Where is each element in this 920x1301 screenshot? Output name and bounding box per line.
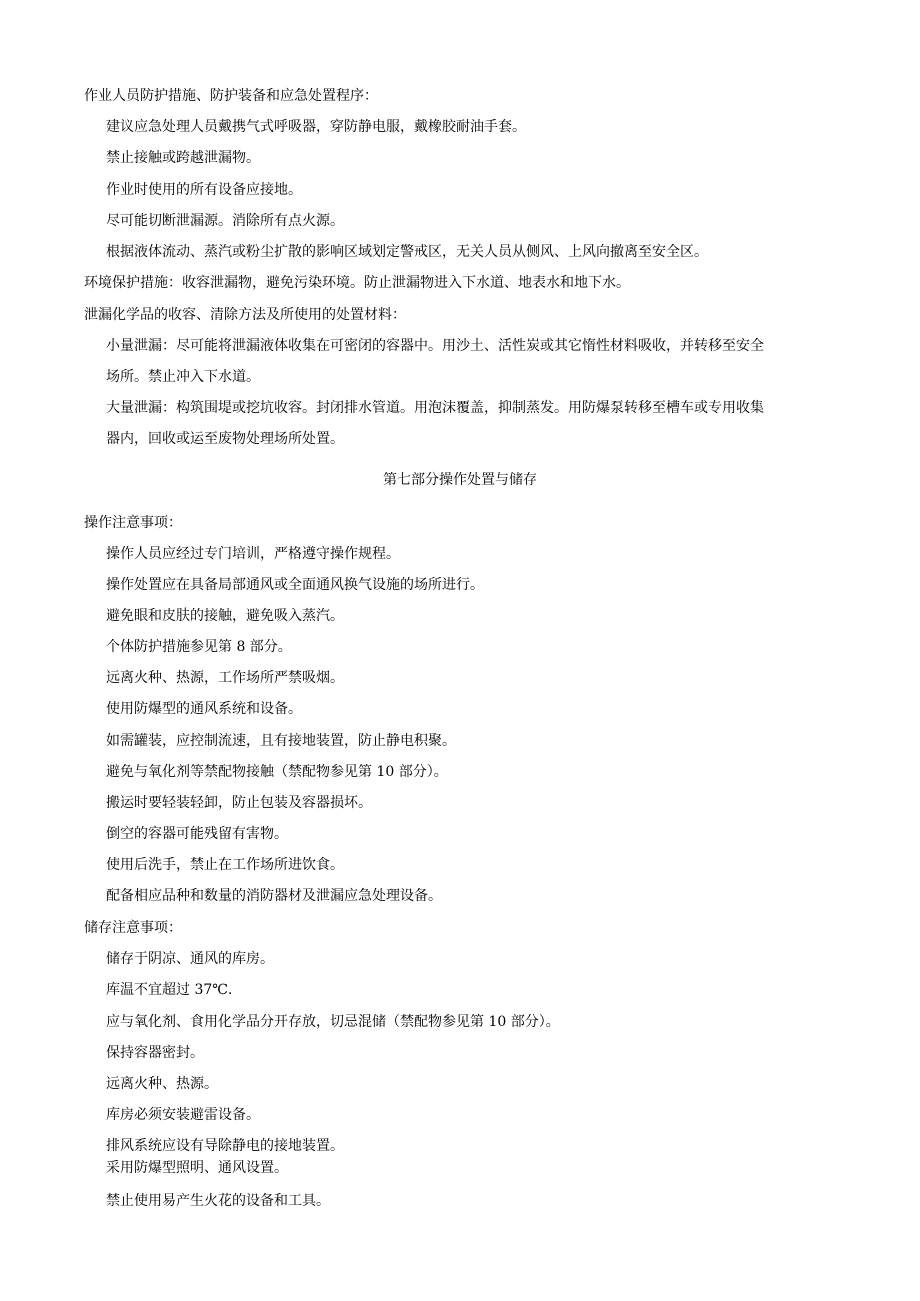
protection-heading: 作业人员防护措施、防护装备和应急处置程序： [84, 88, 378, 104]
handling-heading: 操作注意事项： [84, 515, 182, 531]
protection-item: 根据液体流动、蒸汽或粉尘扩散的影响区域划定警戒区，无关人员从侧风、上风向撤离至安全区。 [106, 244, 708, 260]
section-title: 第七部分操作处置与储存 [383, 472, 537, 488]
storage-item: 库温不宜超过 37℃. [106, 982, 233, 998]
storage-item: 应与氧化剂、食用化学品分开存放，切忌混储（禁配物参见第 10 部分）。 [106, 1014, 560, 1030]
storage-item: 禁止使用易产生火花的设备和工具。 [106, 1193, 330, 1209]
handling-item: 使用防爆型的通风系统和设备。 [106, 701, 302, 717]
handling-item: 搬运时要轻装轻卸，防止包装及容器损坏。 [106, 795, 372, 811]
handling-item: 避免与氧化剂等禁配物接触（禁配物参见第 10 部分）。 [106, 764, 448, 780]
handling-item: 倒空的容器可能残留有害物。 [106, 826, 288, 842]
protection-item: 建议应急处理人员戴携气式呼吸器，穿防静电服，戴橡胶耐油手套。 [106, 119, 526, 135]
storage-item: 排风系统应设有导除静电的接地装置。 [106, 1138, 344, 1154]
protection-item: 尽可能切断泄漏源。消除所有点火源。 [106, 213, 344, 229]
storage-item: 采用防爆型照明、通风设置。 [106, 1160, 288, 1176]
spill-heading: 泄漏化学品的收容、清除方法及所使用的处置材料： [84, 307, 406, 323]
spill-small-line: 场所。禁止冲入下水道。 [106, 369, 260, 385]
handling-item: 操作处置应在具备局部通风或全面通风换气设施的场所进行。 [106, 577, 484, 593]
spill-small-line: 小量泄漏：尽可能将泄漏液体收集在可密闭的容器中。用沙土、活性炭或其它惰性材料吸收，并转移至安全 [106, 338, 764, 354]
handling-item: 操作人员应经过专门培训，严格遵守操作规程。 [106, 546, 400, 562]
environment-text: 收容泄漏物，避免污染环境。防止泄漏物进入下水道、地表水和地下水。 [182, 275, 630, 291]
handling-item: 如需罐装，应控制流速，且有接地装置，防止静电积聚。 [106, 733, 456, 749]
environment-label: 环境保护措施： [84, 275, 182, 291]
handling-item: 使用后洗手，禁止在工作场所进饮食。 [106, 857, 344, 873]
handling-item: 远离火种、热源，工作场所严禁吸烟。 [106, 670, 344, 686]
storage-item: 库房必须安装避雷设备。 [106, 1107, 260, 1123]
handling-item: 个体防护措施参见第 8 部分。 [106, 639, 292, 655]
storage-item: 保持容器密封。 [106, 1045, 204, 1061]
storage-heading: 储存注意事项： [84, 920, 182, 936]
spill-large-line: 大量泄漏：构筑围堤或挖坑收容。封闭排水管道。用泡沫覆盖，抑制蒸发。用防爆泵转移至槽车或专用收集 [106, 400, 764, 416]
protection-item: 作业时使用的所有设备应接地。 [106, 182, 302, 198]
protection-item: 禁止接触或跨越泄漏物。 [106, 150, 260, 166]
storage-item: 远离火种、热源。 [106, 1076, 218, 1092]
environment-paragraph [84, 274, 630, 292]
handling-item: 避免眼和皮肤的接触，避免吸入蒸汽。 [106, 608, 344, 624]
handling-item: 配备相应品种和数量的消防器材及泄漏应急处理设备。 [106, 888, 442, 904]
spill-large-line: 器内，回收或运至废物处理场所处置。 [106, 431, 344, 447]
storage-item: 储存于阴凉、通风的库房。 [106, 951, 274, 967]
